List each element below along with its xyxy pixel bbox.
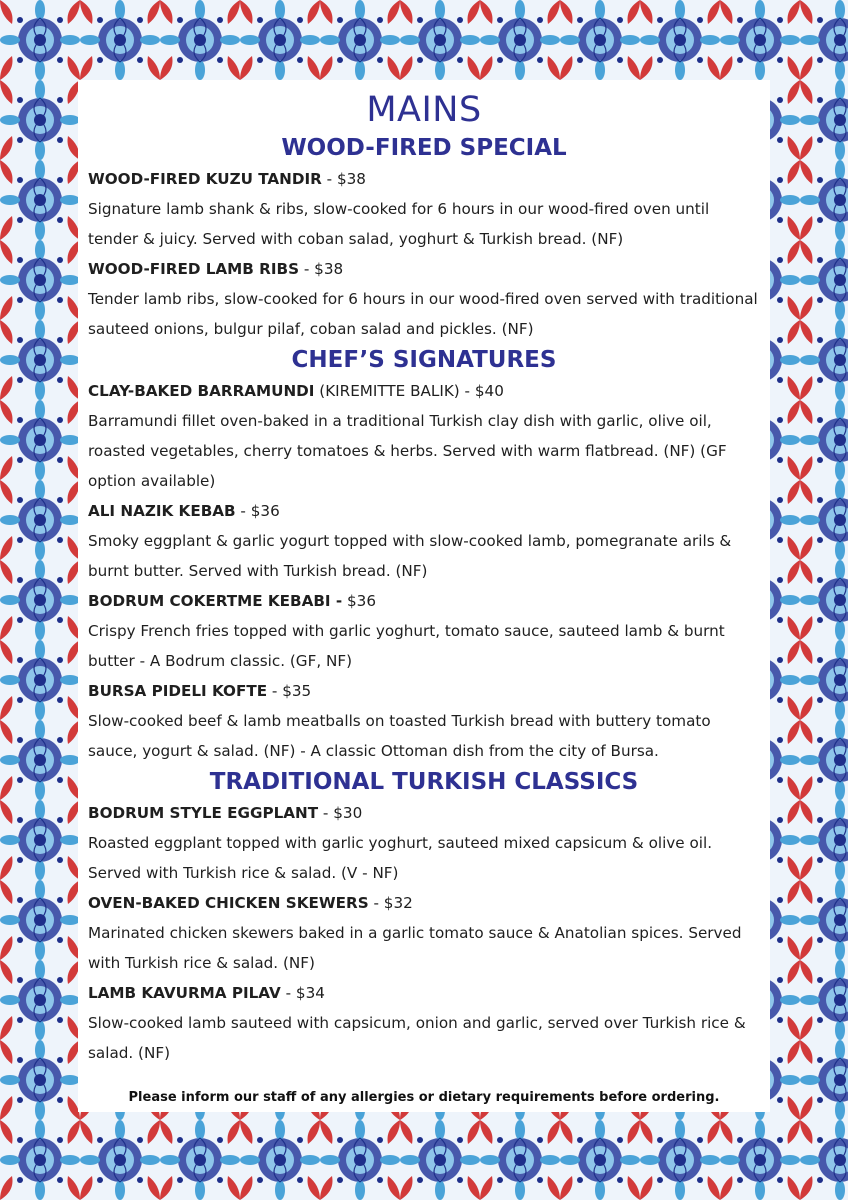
section-heading: WOOD-FIRED SPECIAL bbox=[281, 135, 567, 161]
menu-item bbox=[88, 376, 760, 496]
menu-item bbox=[88, 586, 760, 676]
menu-item bbox=[88, 164, 760, 254]
item-name: ALI NAZIK KEBAB bbox=[88, 502, 236, 520]
item-price: - $38 bbox=[299, 260, 344, 278]
menu-item bbox=[88, 676, 760, 766]
item-price: - $40 bbox=[459, 382, 504, 400]
item-name: WOOD-FIRED LAMB RIBS bbox=[88, 260, 300, 278]
menu-title: MAINS bbox=[366, 90, 482, 130]
item-description: Signature lamb shank & ribs, slow-cooked for 6 hours in our wood-fired oven until tender & juicy. Served with coban salad, yoghurt & Turkish bread. (NF) bbox=[88, 200, 710, 248]
item-title-line bbox=[88, 496, 760, 526]
item-title-line bbox=[88, 376, 760, 406]
item-description: Marinated chicken skewers baked in a garlic tomato sauce & Anatolian spices. Served with Turkish rice & salad. (NF) bbox=[88, 924, 742, 972]
menu-content bbox=[88, 88, 760, 1068]
item-name: CLAY-BAKED BARRAMUNDI bbox=[88, 382, 315, 400]
item-description: Slow-cooked lamb sauteed with capsicum, onion and garlic, served over Turkish rice & salad. (NF) bbox=[88, 1014, 746, 1062]
section-heading: TRADITIONAL TURKISH CLASSICS bbox=[209, 769, 639, 795]
item-name: LAMB KAVURMA PILAV bbox=[88, 984, 281, 1002]
item-note: (KIREMITTE BALIK) bbox=[314, 382, 460, 400]
item-title-line bbox=[88, 798, 760, 828]
menu-item bbox=[88, 254, 760, 344]
item-description: Slow-cooked beef & lamb meatballs on toasted Turkish bread with buttery tomato sauce, yogurt & salad. (NF) - A classic Ottoman dish from the city of Bursa. bbox=[88, 712, 711, 760]
menu-item bbox=[88, 978, 760, 1068]
menu-item bbox=[88, 496, 760, 586]
item-description: Crispy French fries topped with garlic yoghurt, tomato sauce, sauteed lamb & burnt butter - A Bodrum classic. (GF, NF) bbox=[88, 622, 725, 670]
item-price: - $32 bbox=[368, 894, 413, 912]
item-price: $36 bbox=[342, 592, 376, 610]
item-name: OVEN-BAKED CHICKEN SKEWERS bbox=[88, 894, 369, 912]
item-title-line bbox=[88, 254, 760, 284]
item-title-line bbox=[88, 586, 760, 616]
item-price: - $36 bbox=[235, 502, 280, 520]
item-description: Barramundi fillet oven-baked in a traditional Turkish clay dish with garlic, olive oil, roasted vegetables, cherry tomatoes & herbs. Served with warm flatbread. (NF) (GF option available) bbox=[88, 412, 727, 490]
item-price: - $30 bbox=[318, 804, 363, 822]
item-title-line bbox=[88, 676, 760, 706]
item-price: - $35 bbox=[267, 682, 312, 700]
item-description: Roasted eggplant topped with garlic yoghurt, sauteed mixed capsicum & olive oil. Served with Turkish rice & salad. (V - NF) bbox=[88, 834, 713, 882]
item-name: BURSA PIDELI KOFTE bbox=[88, 682, 268, 700]
item-title-line bbox=[88, 978, 760, 1008]
item-description: Smoky eggplant & garlic yogurt topped with slow-cooked lamb, pomegranate arils & burnt butter. Served with Turkish bread. (NF) bbox=[88, 532, 732, 580]
item-price: - $38 bbox=[321, 170, 366, 188]
item-price: - $34 bbox=[280, 984, 325, 1002]
item-title-line bbox=[88, 164, 760, 194]
menu-item bbox=[88, 798, 760, 888]
item-description: Tender lamb ribs, slow-cooked for 6 hours in our wood-fired oven served with traditional sauteed onions, bulgur pilaf, coban salad and pickles. (NF) bbox=[88, 290, 758, 338]
section-heading: CHEF’S SIGNATURES bbox=[291, 347, 557, 373]
menu-item bbox=[88, 888, 760, 978]
item-name: WOOD-FIRED KUZU TANDIR bbox=[88, 170, 322, 188]
allergy-notice: Please inform our staff of any allergies or dietary requirements before ordering. bbox=[128, 1090, 720, 1105]
item-name: BODRUM COKERTME KEBABI - bbox=[88, 592, 343, 610]
item-title-line bbox=[88, 888, 760, 918]
item-name: BODRUM STYLE EGGPLANT bbox=[88, 804, 319, 822]
